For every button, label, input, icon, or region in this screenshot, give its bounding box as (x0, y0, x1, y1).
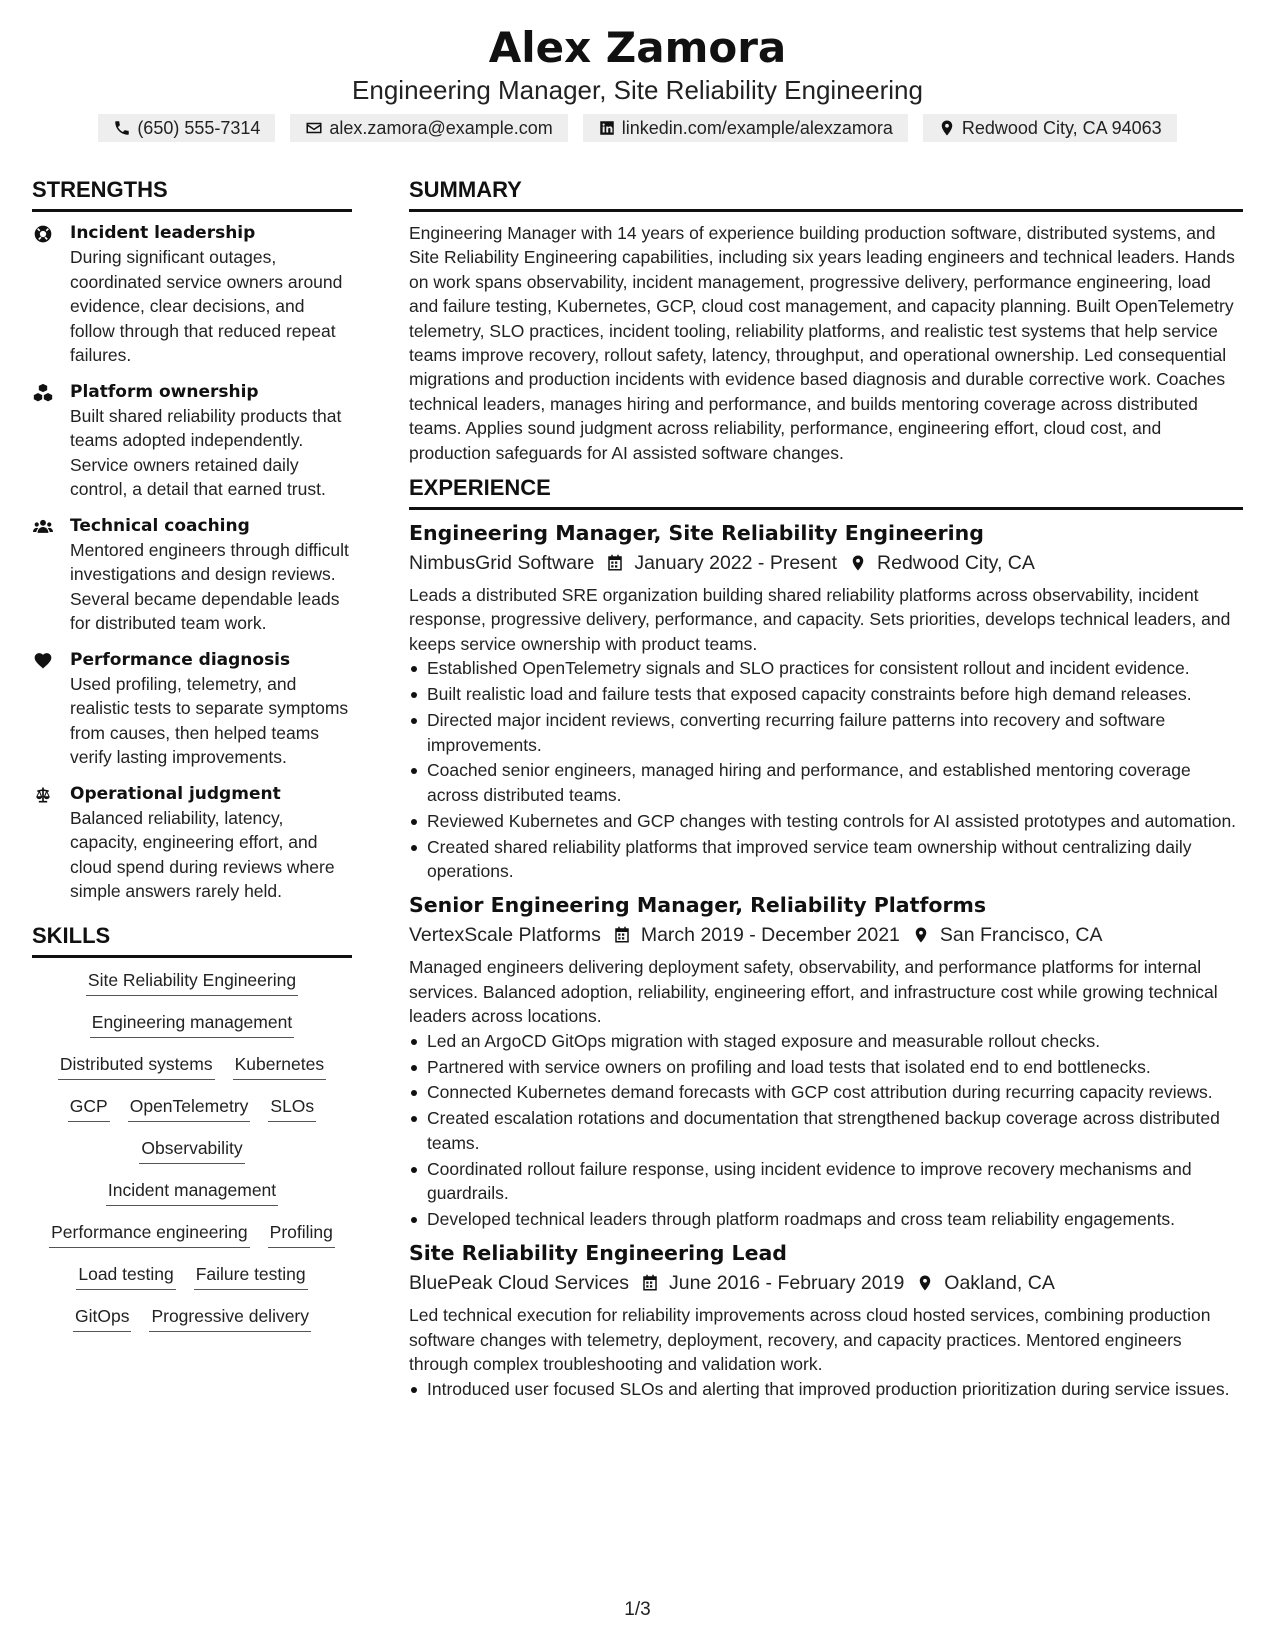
strength-item (32, 514, 352, 636)
skill-tag: Engineering management (90, 1009, 294, 1038)
strength-item (32, 221, 352, 368)
page-number: 1/3 (624, 1599, 651, 1620)
skill-tag: Distributed systems (58, 1051, 215, 1080)
skill-tag: GitOps (73, 1303, 131, 1332)
right-column (409, 176, 1243, 1409)
skill-tag: Performance engineering (49, 1219, 250, 1248)
job-bullet: Established OpenTelemetry signals and SLO practices for consistent rollout and incident evidence. (409, 656, 1243, 680)
strength-title: Performance diagnosis (70, 649, 291, 670)
strength-title: Technical coaching (70, 515, 250, 536)
skill-tag: Profiling (268, 1219, 335, 1248)
phone-icon (113, 119, 131, 137)
skill-row (32, 1303, 352, 1332)
skill-row (32, 1261, 352, 1290)
map-marker-icon (916, 1273, 934, 1293)
skill-tag: Incident management (106, 1177, 278, 1206)
skill-row (32, 1219, 352, 1248)
skill-tag: Site Reliability Engineering (86, 967, 298, 996)
job-dates: January 2022 - Present (634, 552, 838, 575)
strength-desc: During significant outages, coordinated service owners around evidence, clear decisions, and follow through that reduced repeat failures. (70, 247, 343, 365)
job-entry (409, 519, 1243, 883)
job-bullet: Partnered with service owners on profiling and load tests that isolated end to end bottlenecks. (409, 1055, 1243, 1079)
job-bullet: Coached senior engineers, managed hiring and performance, and established mentoring coverage across distributed teams. (409, 758, 1243, 807)
job-location: San Francisco, CA (939, 924, 1103, 947)
strength-desc: Balanced reliability, latency, capacity, engineering effort, and cloud spend during reviews where simple answers rarely held. (70, 807, 335, 901)
email-text: alex.zamora@example.com (329, 117, 553, 138)
job-bullets (409, 656, 1243, 883)
summary-heading: SUMMARY (409, 176, 1243, 212)
map-marker-icon (938, 119, 956, 137)
job-bullet: Created escalation rotations and documentation that strengthened backup coverage across distributed teams. (409, 1106, 1243, 1155)
calendar-icon (613, 925, 631, 945)
job-bullet: Created shared reliability platforms that improved service team ownership without centralizing daily operations. (409, 835, 1243, 884)
life-ring-icon (32, 224, 54, 244)
job-company: BluePeak Cloud Services (409, 1272, 630, 1295)
job-entry (409, 1239, 1243, 1401)
job-title: Site Reliability Engineering Lead (409, 1241, 787, 1266)
resume-title: Engineering Manager, Site Reliability Engineering (352, 75, 923, 105)
job-location: Oakland, CA (944, 1272, 1055, 1295)
contact-linkedin[interactable] (583, 114, 908, 142)
contact-email[interactable] (290, 114, 567, 142)
cubes-icon (32, 383, 54, 403)
job-description: Leads a distributed SRE organization building shared reliability platforms across observability, incident response, progressive delivery, performance, and capacity. Sets priorities, develops technical leaders, and keeps service ownership with product teams. (409, 585, 1231, 654)
experience-heading: EXPERIENCE (409, 474, 1243, 510)
job-bullet: Connected Kubernetes demand forecasts with GCP cost attribution during recurring capacity reviews. (409, 1080, 1243, 1104)
calendar-icon (606, 553, 624, 573)
skill-row (32, 1135, 352, 1164)
phone-text: (650) 555-7314 (137, 117, 261, 138)
job-bullets (409, 1377, 1243, 1401)
job-title: Senior Engineering Manager, Reliability Platforms (409, 893, 987, 918)
contact-location (923, 114, 1177, 142)
job-bullet: Built realistic load and failure tests that exposed capacity constraints before high demand releases. (409, 682, 1243, 706)
strength-desc: Mentored engineers through difficult investigations and design reviews. Several became dependable leads for distributed team work. (70, 539, 349, 633)
skills-list (32, 967, 352, 1332)
linkedin-text: linkedin.com/example/alexzamora (621, 117, 893, 138)
job-bullet: Led an ArgoCD GitOps migration with staged exposure and measurable rollout checks. (409, 1029, 1243, 1053)
job-entry (409, 891, 1243, 1231)
skill-row (32, 967, 352, 996)
skill-tag: Observability (139, 1135, 244, 1164)
users-icon (32, 517, 54, 537)
summary-text: Engineering Manager with 14 years of experience building production software, distributed systems, and Site Reliability Engineering capabilities, including six years leading engineers and technical leaders. Hands on work spans observability, incident management, progressive delivery, performance engineering, load and failure testing, Kubernetes, GCP, cloud cost management, and capacity planning. Built OpenTelemetry telemetry, SLO practices, incident tooling, reliability platforms, and realistic test systems that help service teams improve recovery, rollout safety, latency, throughput, and operational ownership. Led consequential migrations and production incidents with evidence based diagnosis and durable corrective work. Coaches technical leaders, manages hiring and performance, and builds mentoring coverage across distributed teams. Applies sound judgment across reliability, performance, engineering effort, cloud cost, and production safeguards for AI assisted software changes. (409, 223, 1235, 463)
map-marker-icon (849, 553, 867, 573)
strength-item (32, 380, 352, 502)
heart-icon (32, 651, 54, 671)
skill-tag: SLOs (268, 1093, 316, 1122)
skill-tag: OpenTelemetry (128, 1093, 251, 1122)
location-text: Redwood City, CA 94063 (961, 117, 1162, 138)
resume-name: Alex Zamora (488, 23, 787, 72)
scale-icon (32, 785, 54, 805)
job-company: NimbusGrid Software (409, 552, 595, 575)
skill-tag: Kubernetes (233, 1051, 327, 1080)
skill-tag: Load testing (76, 1261, 175, 1290)
job-dates: March 2019 - December 2021 (640, 924, 900, 947)
strength-title: Platform ownership (70, 381, 259, 402)
job-company: VertexScale Platforms (409, 924, 601, 947)
strength-title: Operational judgment (70, 783, 281, 804)
calendar-icon (641, 1273, 659, 1293)
linkedin-icon (598, 119, 616, 137)
strengths-heading: STRENGTHS (32, 176, 352, 212)
job-bullet: Reviewed Kubernetes and GCP changes with testing controls for AI assisted prototypes and automation. (409, 809, 1243, 833)
experience-list (409, 519, 1243, 1401)
job-description: Led technical execution for reliability improvements across cloud hosted services, combining production software changes with telemetry, deployment, recovery, and capacity practices. Mentored engineers through complex troubleshooting and validation work. (409, 1305, 1211, 1375)
strength-title: Incident leadership (70, 223, 256, 243)
job-bullet: Developed technical leaders through platform roadmaps and cross team reliability engagements. (409, 1207, 1243, 1231)
skill-row (32, 1093, 352, 1122)
job-meta (409, 1268, 1243, 1298)
skill-row (32, 1051, 352, 1080)
skills-heading: SKILLS (32, 922, 352, 958)
job-bullet: Introduced user focused SLOs and alerting that improved production prioritization during service issues. (409, 1377, 1243, 1401)
envelope-icon (305, 119, 323, 137)
left-column (32, 176, 352, 1345)
job-bullet: Coordinated rollout failure response, using incident evidence to improve recovery mechanisms and guardrails. (409, 1157, 1243, 1206)
job-meta (409, 920, 1243, 950)
strength-item (32, 648, 352, 770)
map-marker-icon (912, 925, 930, 945)
contact-bar (0, 114, 1275, 142)
job-dates: June 2016 - February 2019 (669, 1272, 905, 1295)
strength-desc: Built shared reliability products that teams adopted independently. Service owners retained daily control, a detail that earned trust. (70, 405, 342, 499)
job-location: Redwood City, CA (877, 552, 1035, 575)
skill-row (32, 1177, 352, 1206)
job-bullets (409, 1029, 1243, 1232)
contact-phone[interactable] (98, 114, 275, 142)
job-bullet: Directed major incident reviews, converting recurring failure patterns into recovery and software improvements. (409, 708, 1243, 757)
job-title: Engineering Manager, Site Reliability Engineering (409, 521, 984, 546)
skill-row (32, 1009, 352, 1038)
skill-tag: Progressive delivery (149, 1303, 311, 1332)
skill-tag: Failure testing (194, 1261, 308, 1290)
strength-item (32, 782, 352, 904)
job-meta (409, 548, 1243, 578)
job-description: Managed engineers delivering deployment safety, observability, and performance platforms for internal services. Balanced adoption, reliability, engineering effort, and infrastructure cost while growing technical leaders across locations. (409, 957, 1218, 1027)
skill-tag: GCP (68, 1093, 110, 1122)
strength-desc: Used profiling, telemetry, and realistic tests to separate symptoms from causes, then helped teams verify lasting improvements. (70, 673, 349, 767)
